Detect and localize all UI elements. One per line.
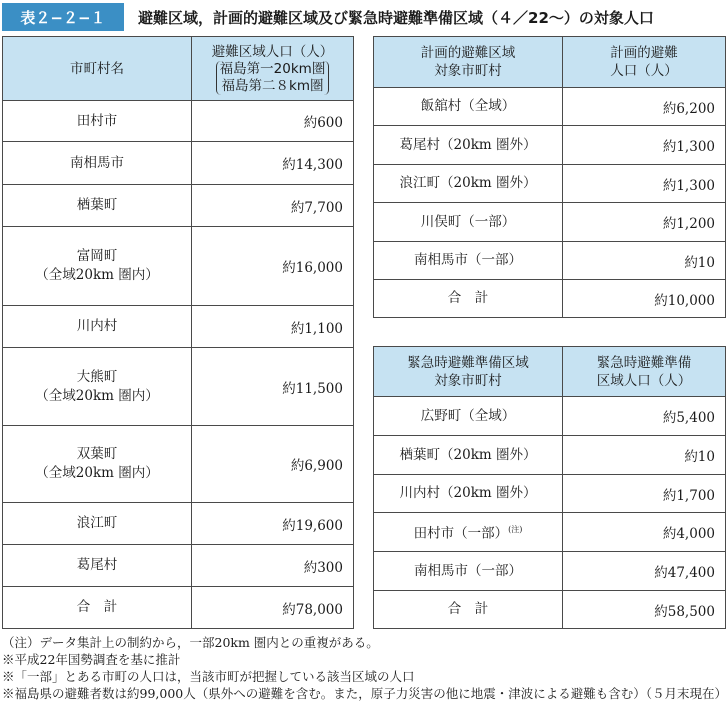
title-row [0, 0, 728, 34]
total-row [374, 280, 726, 318]
table-row [374, 203, 726, 242]
note-marker: (注) [508, 525, 523, 535]
total-label: 合 計 [374, 280, 563, 318]
population-value: 約11,500 [192, 348, 354, 426]
population-value: 約10 [563, 242, 726, 280]
header-row [374, 37, 726, 88]
municipality-name: 川俣町（一部） [374, 203, 563, 242]
header-planned-population [563, 37, 726, 88]
table-row [3, 227, 354, 306]
municipality-name-sub: （全域20km 圏内） [35, 387, 159, 404]
municipality-name-sub: （全域20km 圏内） [35, 267, 159, 283]
municipality-name: 南相馬市 [3, 142, 192, 185]
population-value: 約47,400 [563, 552, 726, 591]
evacuation-area-table [2, 36, 354, 629]
total-row [374, 591, 726, 629]
municipality-name-main: 田村市（一部） [413, 525, 509, 542]
table-row [374, 242, 726, 280]
municipality-name [3, 426, 192, 503]
population-value: 約6,200 [563, 88, 726, 126]
population-value: 約16,000 [192, 227, 354, 306]
municipality-name-main: 大熊町 [76, 368, 118, 385]
total-label: 合 計 [3, 587, 192, 629]
table-row [3, 142, 354, 185]
table-row [374, 88, 726, 126]
municipality-name: 川内村（20km 圏外） [374, 475, 563, 513]
population-value: 約5,400 [563, 397, 726, 436]
planned-evacuation-table [373, 36, 726, 318]
table-title: 避難区域，計画的避難区域及び緊急時避難準備区域（４／22〜）の対象人口 [138, 8, 654, 27]
footnote: ※平成22年国勢調査を基に推計 [2, 652, 181, 667]
header-municipality: 市町村名 [3, 37, 192, 101]
footnote: ※福島県の避難者数は約99,000人（県外への避難を含む。また，原子力災害の他に地震・津波による避難も含む）（５月末現在） [2, 686, 727, 701]
footnotes [2, 634, 726, 702]
table-row [3, 185, 354, 227]
header-row [374, 347, 726, 397]
header-emergency-municipality-line1: 緊急時避難準備区域 [407, 354, 529, 371]
population-value: 約6,900 [192, 426, 354, 503]
header-planned-population-line2: 人口（人） [610, 63, 678, 79]
population-value: 約14,300 [192, 142, 354, 185]
municipality-name-sub: （全域20km 圏内） [35, 465, 159, 481]
table-row [3, 426, 354, 503]
municipality-name: 楢葉町 [3, 185, 192, 227]
population-value: 約1,300 [563, 165, 726, 203]
municipality-name: 楢葉町（20km 圏外） [374, 436, 563, 475]
header-evac-population-line3: 福島第二８km圏 [221, 77, 324, 94]
total-row [3, 587, 354, 629]
municipality-name: 浪江町 [3, 503, 192, 545]
municipality-name: 葛尾村（20km 圏外） [374, 126, 563, 165]
population-value: 約300 [192, 545, 354, 587]
header-emergency-municipality-line2: 対象市町村 [434, 372, 502, 389]
municipality-name-main: 双葉町 [76, 446, 118, 462]
table-row [3, 545, 354, 587]
header-emergency-population-line2: 区域人口（人） [596, 372, 692, 389]
municipality-name [3, 227, 192, 306]
table-row [374, 552, 726, 591]
header-emergency-municipality [374, 347, 563, 397]
municipality-name: 南相馬市（一部） [374, 552, 563, 591]
total-label: 合 計 [374, 591, 563, 629]
municipality-name [374, 513, 563, 552]
table-row [374, 436, 726, 475]
population-value: 約10 [563, 436, 726, 475]
footnote: ※「一部」とある市町の人口は，当該市町が把握している該当区域の人口 [2, 669, 415, 684]
table-row [3, 503, 354, 545]
header-planned-municipality-line2: 対象市町村 [434, 63, 502, 79]
municipality-name: 広野町（全域） [374, 397, 563, 436]
header-evac-population-bracket [216, 61, 330, 95]
population-value: 約1,100 [192, 306, 354, 348]
header-emergency-population [563, 347, 726, 397]
municipality-name: 川内村 [3, 306, 192, 348]
total-value: 約58,500 [563, 591, 726, 629]
header-evac-population-line1: 避難区域人口（人） [211, 43, 334, 60]
municipality-name: 飯舘村（全域） [374, 88, 563, 126]
table-row [374, 165, 726, 203]
population-value: 約1,700 [563, 475, 726, 513]
table-number-badge: 表２−２−１ [2, 3, 124, 31]
table-row [374, 513, 726, 552]
header-planned-municipality [374, 37, 563, 88]
total-value: 約10,000 [563, 280, 726, 318]
emergency-evacuation-table [373, 346, 726, 629]
table-row [3, 306, 354, 348]
population-value: 約1,300 [563, 126, 726, 165]
table-row [3, 348, 354, 426]
header-row [3, 37, 354, 101]
municipality-name: 南相馬市（一部） [374, 242, 563, 280]
municipality-name: 浪江町（20km 圏外） [374, 165, 563, 203]
table-row [374, 475, 726, 513]
footnote: （注）データ集計上の制約から，一部20km 圏内との重複がある。 [2, 635, 379, 650]
population-value: 約19,600 [192, 503, 354, 545]
population-value: 約7,700 [192, 185, 354, 227]
total-value: 約78,000 [192, 587, 354, 629]
header-evac-population [192, 37, 354, 101]
header-planned-municipality-line1: 計画的避難区域 [420, 45, 516, 61]
municipality-name: 葛尾村 [3, 545, 192, 587]
municipality-name [3, 348, 192, 426]
municipality-name-main: 富岡町 [76, 248, 118, 264]
header-evac-population-line2: 福島第一20km圏 [219, 60, 326, 77]
population-value: 約4,000 [563, 513, 726, 552]
population-value: 約1,200 [563, 203, 726, 242]
table-row [374, 397, 726, 436]
municipality-name: 田村市 [3, 101, 192, 142]
header-emergency-population-line1: 緊急時避難準備 [596, 354, 692, 371]
header-planned-population-line1: 計画的避難 [610, 45, 678, 61]
table-row [374, 126, 726, 165]
population-value: 約600 [192, 101, 354, 142]
table-row [3, 101, 354, 142]
